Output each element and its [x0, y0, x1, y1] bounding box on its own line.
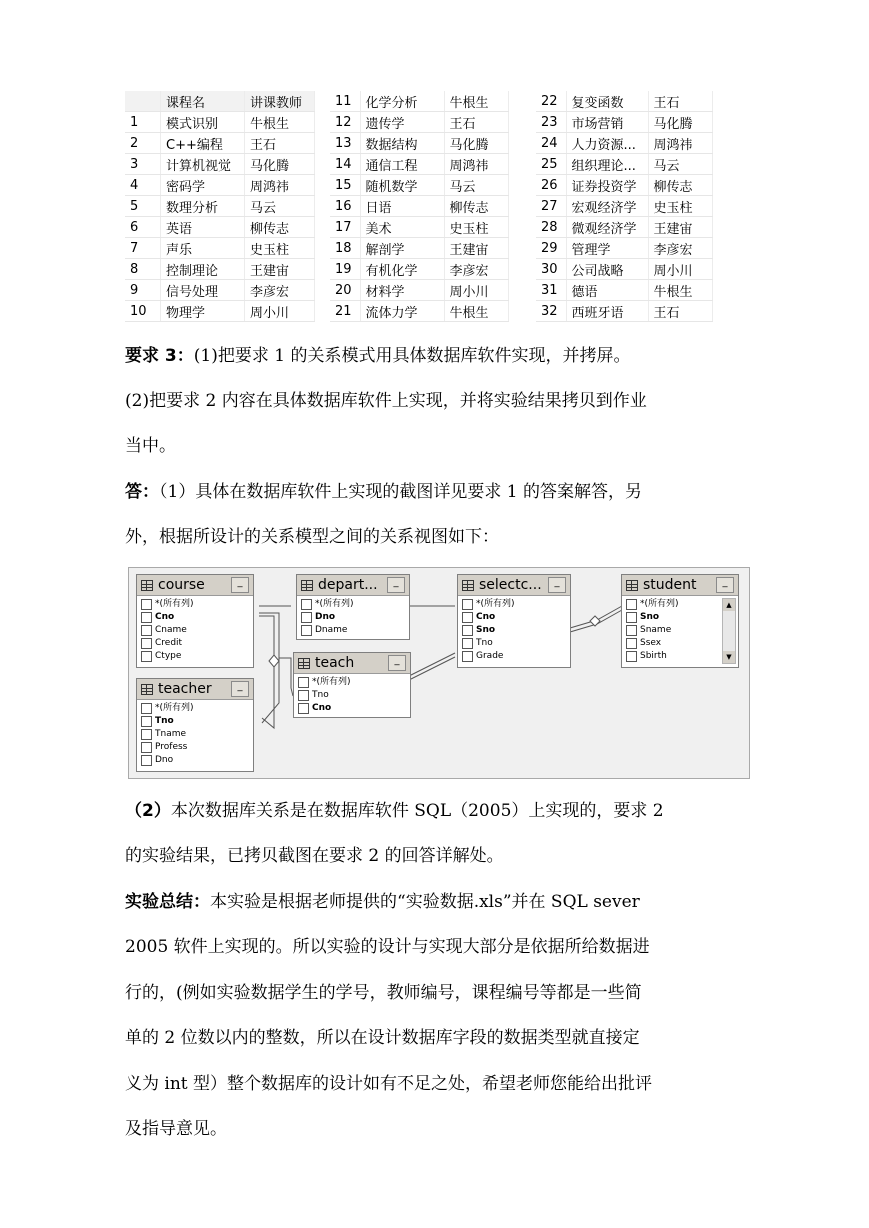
- column-checkbox[interactable]: [462, 651, 473, 662]
- column-name: Tno: [312, 690, 329, 700]
- entity-header[interactable]: [622, 575, 738, 596]
- column-name: Grade: [476, 651, 504, 661]
- entity-title: selectc...: [479, 577, 542, 593]
- table-header-row: [125, 91, 315, 112]
- column-item[interactable]: [141, 702, 253, 715]
- column-name: Ssex: [640, 638, 662, 648]
- column-name: Cno: [155, 612, 175, 622]
- row-number-cell: 32: [536, 301, 566, 322]
- scroll-up-icon[interactable]: ▲: [723, 599, 735, 611]
- row-number-cell: 13: [330, 133, 360, 154]
- row-number-cell: 12: [330, 112, 360, 133]
- entity-teacher[interactable]: [136, 678, 254, 772]
- column-item[interactable]: [141, 624, 253, 637]
- row-number-cell: 10: [125, 301, 161, 322]
- teacher-name-cell: 周鸿祎: [245, 175, 315, 196]
- column-name: Ctype: [155, 651, 182, 661]
- course-name-cell: 模式识别: [161, 112, 245, 133]
- teacher-name-cell: 周小川: [648, 259, 712, 280]
- teacher-name-cell: 柳传志: [648, 175, 712, 196]
- teacher-name-cell: 李彦宏: [245, 280, 315, 301]
- row-number-cell: 20: [330, 280, 360, 301]
- teacher-name-cell: 马化腾: [245, 154, 315, 175]
- row-number-cell: 2: [125, 133, 161, 154]
- column-checkbox[interactable]: [141, 755, 152, 766]
- column-name: Sname: [640, 625, 672, 635]
- table-row: [125, 259, 315, 280]
- answer-line1: [125, 481, 745, 503]
- table-row: [125, 112, 315, 133]
- minimize-button[interactable]: _: [716, 577, 734, 593]
- scrollbar[interactable]: [722, 598, 736, 664]
- teacher-name-cell: 史玉柱: [245, 238, 315, 259]
- requirement3-line3: 当中。: [125, 436, 176, 456]
- column-name: Cno: [312, 703, 332, 713]
- table-row: [125, 217, 315, 238]
- course-name-cell: 声乐: [161, 238, 245, 259]
- teacher-name-cell: 牛根生: [648, 280, 712, 301]
- column-list: [297, 596, 409, 637]
- course-name-cell: 管理学: [566, 238, 648, 259]
- requirement3-label: 要求 3：: [125, 346, 194, 366]
- course-name-cell: 微观经济学: [566, 217, 648, 238]
- summary-label: 实验总结：: [125, 892, 210, 912]
- summary-line1: [125, 891, 745, 913]
- table-row: [536, 217, 712, 238]
- entity-student[interactable]: [621, 574, 739, 668]
- answer-text1: （1）具体在数据库软件上实现的截图详见要求 1 的答案解答，另: [159, 482, 642, 502]
- teacher-header: 讲课教师: [245, 91, 315, 112]
- course-name-cell: 公司战略: [566, 259, 648, 280]
- teacher-name-cell: 周小川: [444, 280, 508, 301]
- column-item[interactable]: [298, 689, 410, 702]
- table-row: [536, 133, 712, 154]
- row-number-cell: 8: [125, 259, 161, 280]
- entity-header[interactable]: [297, 575, 409, 596]
- course-table-part1: [125, 91, 315, 322]
- course-name-cell: 信号处理: [161, 280, 245, 301]
- row-number-cell: 18: [330, 238, 360, 259]
- column-list: [137, 596, 253, 663]
- entity-title: student: [643, 577, 697, 593]
- table-row: [536, 238, 712, 259]
- entity-selectcourse[interactable]: [457, 574, 571, 668]
- teacher-name-cell: 王石: [245, 133, 315, 154]
- course-name-cell: 证券投资学: [566, 175, 648, 196]
- column-item[interactable]: [141, 598, 253, 611]
- course-name-cell: 化学分析: [360, 91, 444, 112]
- column-item[interactable]: [141, 715, 253, 728]
- teacher-name-cell: 柳传志: [444, 196, 508, 217]
- row-number-cell: 14: [330, 154, 360, 175]
- entity-title: teacher: [158, 681, 212, 697]
- column-checkbox[interactable]: [462, 612, 473, 623]
- table-row: [330, 133, 508, 154]
- summary-line6: 及指导意见。: [125, 1119, 227, 1139]
- minimize-button[interactable]: _: [548, 577, 566, 593]
- requirement3-line2: (2)把要求 2 内容在具体数据库软件上实现，并将实验结果拷贝到作业: [125, 391, 647, 411]
- column-checkbox[interactable]: [141, 599, 152, 610]
- column-name: Tno: [155, 716, 174, 726]
- table-row: [125, 238, 315, 259]
- teacher-name-cell: 王石: [648, 91, 712, 112]
- column-item[interactable]: [141, 650, 253, 663]
- column-checkbox[interactable]: [626, 599, 637, 610]
- summary-line5: 义为 int 型）整个数据库的设计如有不足之处，希望老师您能给出批评: [125, 1074, 653, 1094]
- table-row: [330, 217, 508, 238]
- row-number-cell: 25: [536, 154, 566, 175]
- row-number-cell: 27: [536, 196, 566, 217]
- course-name-cell: C++编程: [161, 133, 245, 154]
- column-checkbox[interactable]: [462, 599, 473, 610]
- column-item[interactable]: [141, 728, 253, 741]
- table-row: [330, 154, 508, 175]
- teacher-name-cell: 王建宙: [444, 238, 508, 259]
- course-name-cell: 美术: [360, 217, 444, 238]
- requirement3-text1: (1)把要求 1 的关系模式用具体数据库软件实现，并拷屏。: [193, 346, 631, 366]
- table-grid-icon: [462, 580, 474, 591]
- row-number-cell: 6: [125, 217, 161, 238]
- teacher-name-cell: 王建宙: [648, 217, 712, 238]
- teacher-name-cell: 周鸿祎: [444, 154, 508, 175]
- column-item[interactable]: [301, 598, 409, 611]
- column-name: Tname: [155, 729, 187, 739]
- teacher-name-cell: 马云: [444, 175, 508, 196]
- table-row: [125, 280, 315, 301]
- requirement3-line1: [125, 345, 745, 367]
- column-item[interactable]: [298, 676, 410, 689]
- table-grid-icon: [626, 580, 638, 591]
- course-name-cell: 通信工程: [360, 154, 444, 175]
- column-checkbox[interactable]: [141, 742, 152, 753]
- table-row: [125, 175, 315, 196]
- answer-label: 答：: [125, 482, 159, 502]
- table-row: [536, 91, 712, 112]
- column-name: Cno: [476, 612, 496, 622]
- row-number-cell: 9: [125, 280, 161, 301]
- scroll-down-icon[interactable]: ▼: [723, 651, 735, 663]
- column-name: Dname: [315, 625, 348, 635]
- summary-text1: 本实验是根据老师提供的“实验数据.xls”并在 SQL sever: [210, 892, 640, 912]
- course-name-cell: 物理学: [161, 301, 245, 322]
- column-name: Sno: [476, 625, 496, 635]
- teacher-name-cell: 周小川: [245, 301, 315, 322]
- course-name-cell: 随机数学: [360, 175, 444, 196]
- table-grid-icon: [141, 580, 153, 591]
- table-row: [536, 196, 712, 217]
- column-name: *(所有列): [640, 599, 679, 609]
- part2-line1: [125, 800, 745, 822]
- table-row: [330, 238, 508, 259]
- column-name: *(所有列): [155, 703, 194, 713]
- column-name: Sno: [640, 612, 660, 622]
- table-row: [125, 133, 315, 154]
- column-item[interactable]: [141, 741, 253, 754]
- entity-course[interactable]: [136, 574, 254, 668]
- course-name-cell: 解剖学: [360, 238, 444, 259]
- row-number-cell: 1: [125, 112, 161, 133]
- teacher-name-cell: 牛根生: [245, 112, 315, 133]
- row-number-cell: 23: [536, 112, 566, 133]
- entity-header[interactable]: [137, 575, 253, 596]
- course-name-cell: 人力资源...: [566, 133, 648, 154]
- column-name: Sbirth: [640, 651, 667, 661]
- course-name-cell: 材料学: [360, 280, 444, 301]
- column-item[interactable]: [301, 624, 409, 637]
- course-name-cell: 遗传学: [360, 112, 444, 133]
- table-row: [330, 196, 508, 217]
- row-number-cell: 30: [536, 259, 566, 280]
- column-checkbox[interactable]: [462, 638, 473, 649]
- row-number-cell: 21: [330, 301, 360, 322]
- column-item[interactable]: [141, 611, 253, 624]
- column-checkbox[interactable]: [298, 690, 309, 701]
- teacher-name-cell: 李彦宏: [444, 259, 508, 280]
- table-row: [330, 259, 508, 280]
- column-list: [458, 596, 570, 663]
- table-grid-icon: [298, 658, 310, 669]
- row-number-cell: 24: [536, 133, 566, 154]
- course-name-cell: 德语: [566, 280, 648, 301]
- column-checkbox[interactable]: [141, 703, 152, 714]
- teacher-name-cell: 王建宙: [245, 259, 315, 280]
- course-name-cell: 数理分析: [161, 196, 245, 217]
- entity-header[interactable]: [137, 679, 253, 700]
- teacher-name-cell: 史玉柱: [648, 196, 712, 217]
- column-checkbox[interactable]: [141, 625, 152, 636]
- table-row: [330, 301, 508, 322]
- column-name: *(所有列): [476, 599, 515, 609]
- entity-department[interactable]: [296, 574, 410, 640]
- course-name-cell: 计算机视觉: [161, 154, 245, 175]
- minimize-button[interactable]: _: [231, 681, 249, 697]
- teacher-name-cell: 王石: [648, 301, 712, 322]
- column-checkbox[interactable]: [626, 612, 637, 623]
- table-row: [536, 280, 712, 301]
- table-row: [330, 112, 508, 133]
- teacher-name-cell: 牛根生: [444, 91, 508, 112]
- course-name-cell: 市场营销: [566, 112, 648, 133]
- course-table-part2: [330, 91, 509, 322]
- teacher-name-cell: 柳传志: [245, 217, 315, 238]
- table-row: [330, 175, 508, 196]
- entity-teach[interactable]: [293, 652, 411, 718]
- column-checkbox[interactable]: [301, 612, 312, 623]
- column-item[interactable]: [462, 650, 570, 663]
- table-row: [125, 301, 315, 322]
- column-checkbox[interactable]: [141, 612, 152, 623]
- row-number-cell: 3: [125, 154, 161, 175]
- part2-line2: 的实验结果，已拷贝截图在要求 2 的回答详解处。: [125, 846, 504, 866]
- column-checkbox[interactable]: [141, 651, 152, 662]
- column-item[interactable]: [301, 611, 409, 624]
- column-list: [294, 674, 410, 715]
- column-checkbox[interactable]: [298, 677, 309, 688]
- column-name: Dno: [155, 755, 174, 765]
- column-name: *(所有列): [155, 599, 194, 609]
- table-grid-icon: [301, 580, 313, 591]
- course-name-cell: 复变函数: [566, 91, 648, 112]
- row-number-cell: 22: [536, 91, 566, 112]
- column-item[interactable]: [462, 637, 570, 650]
- row-number-cell: 15: [330, 175, 360, 196]
- column-list: [622, 596, 738, 663]
- teacher-name-cell: 马云: [648, 154, 712, 175]
- row-number-cell: 19: [330, 259, 360, 280]
- row-number-cell: 11: [330, 91, 360, 112]
- teacher-name-cell: 马化腾: [648, 112, 712, 133]
- database-relationship-diagram: [128, 567, 750, 779]
- course-name-cell: 西班牙语: [566, 301, 648, 322]
- row-number-cell: 17: [330, 217, 360, 238]
- summary-line4: 单的 2 位数以内的整数，所以在设计数据库字段的数据类型就直接定: [125, 1028, 640, 1048]
- entity-title: teach: [315, 655, 355, 671]
- column-name: Tno: [476, 638, 493, 648]
- column-list: [137, 700, 253, 767]
- course-name-cell: 控制理论: [161, 259, 245, 280]
- column-checkbox[interactable]: [298, 703, 309, 714]
- column-checkbox[interactable]: [301, 599, 312, 610]
- teacher-name-cell: 李彦宏: [648, 238, 712, 259]
- table-row: [125, 196, 315, 217]
- table-row: [536, 175, 712, 196]
- answer-line2: 外，根据所设计的关系模型之间的关系视图如下：: [125, 527, 499, 547]
- column-name: *(所有列): [315, 599, 354, 609]
- column-name: Credit: [155, 638, 183, 648]
- part2-text1: 本次数据库关系是在数据库软件 SQL（2005）上实现的，要求 2: [170, 801, 664, 821]
- course-name-cell: 密码学: [161, 175, 245, 196]
- column-item[interactable]: [462, 598, 570, 611]
- course-name-header: 课程名: [161, 91, 245, 112]
- column-checkbox[interactable]: [626, 638, 637, 649]
- teacher-name-cell: 王石: [444, 112, 508, 133]
- entity-header[interactable]: [294, 653, 410, 674]
- column-checkbox[interactable]: [301, 625, 312, 636]
- row-number-cell: 26: [536, 175, 566, 196]
- table-row: [536, 301, 712, 322]
- column-item[interactable]: [462, 611, 570, 624]
- row-number-cell: 5: [125, 196, 161, 217]
- column-item[interactable]: [462, 624, 570, 637]
- summary-line3: 行的，(例如实验数据学生的学号，教师编号，课程编号等都是一些简: [125, 983, 642, 1003]
- course-name-cell: 宏观经济学: [566, 196, 648, 217]
- entity-header[interactable]: [458, 575, 570, 596]
- course-name-cell: 流体力学: [360, 301, 444, 322]
- course-name-cell: 日语: [360, 196, 444, 217]
- part2-label: （2）: [125, 801, 171, 821]
- table-row: [330, 91, 508, 112]
- column-name: Cname: [155, 625, 187, 635]
- course-name-cell: 英语: [161, 217, 245, 238]
- column-name: *(所有列): [312, 677, 351, 687]
- minimize-button[interactable]: _: [387, 577, 405, 593]
- table-grid-icon: [141, 684, 153, 695]
- teacher-name-cell: 牛根生: [444, 301, 508, 322]
- column-checkbox[interactable]: [141, 729, 152, 740]
- course-name-cell: 组织理论...: [566, 154, 648, 175]
- row-number-cell: 16: [330, 196, 360, 217]
- row-number-header: [125, 91, 161, 112]
- row-number-cell: 29: [536, 238, 566, 259]
- row-number-cell: 4: [125, 175, 161, 196]
- column-name: Profess: [155, 742, 188, 752]
- teacher-name-cell: 史玉柱: [444, 217, 508, 238]
- table-row: [536, 259, 712, 280]
- column-checkbox[interactable]: [626, 651, 637, 662]
- column-item[interactable]: [298, 702, 410, 715]
- row-number-cell: 31: [536, 280, 566, 301]
- row-number-cell: 28: [536, 217, 566, 238]
- minimize-button[interactable]: _: [388, 655, 406, 671]
- course-name-cell: 数据结构: [360, 133, 444, 154]
- teacher-name-cell: 周鸿祎: [648, 133, 712, 154]
- column-name: Dno: [315, 612, 336, 622]
- minimize-button[interactable]: _: [231, 577, 249, 593]
- column-checkbox[interactable]: [141, 716, 152, 727]
- course-table-part3: [536, 91, 713, 322]
- entity-title: course: [158, 577, 205, 593]
- summary-line2: 2005 软件上实现的。所以实验的设计与实现大部分是依据所给数据进: [125, 937, 650, 957]
- column-item[interactable]: [141, 754, 253, 767]
- column-item[interactable]: [141, 637, 253, 650]
- teacher-name-cell: 马云: [245, 196, 315, 217]
- teacher-name-cell: 马化腾: [444, 133, 508, 154]
- column-checkbox[interactable]: [462, 625, 473, 636]
- table-row: [536, 112, 712, 133]
- row-number-cell: 7: [125, 238, 161, 259]
- course-name-cell: 有机化学: [360, 259, 444, 280]
- column-checkbox[interactable]: [626, 625, 637, 636]
- column-checkbox[interactable]: [141, 638, 152, 649]
- table-row: [330, 280, 508, 301]
- entity-title: depart...: [318, 577, 378, 593]
- table-row: [125, 154, 315, 175]
- table-row: [536, 154, 712, 175]
